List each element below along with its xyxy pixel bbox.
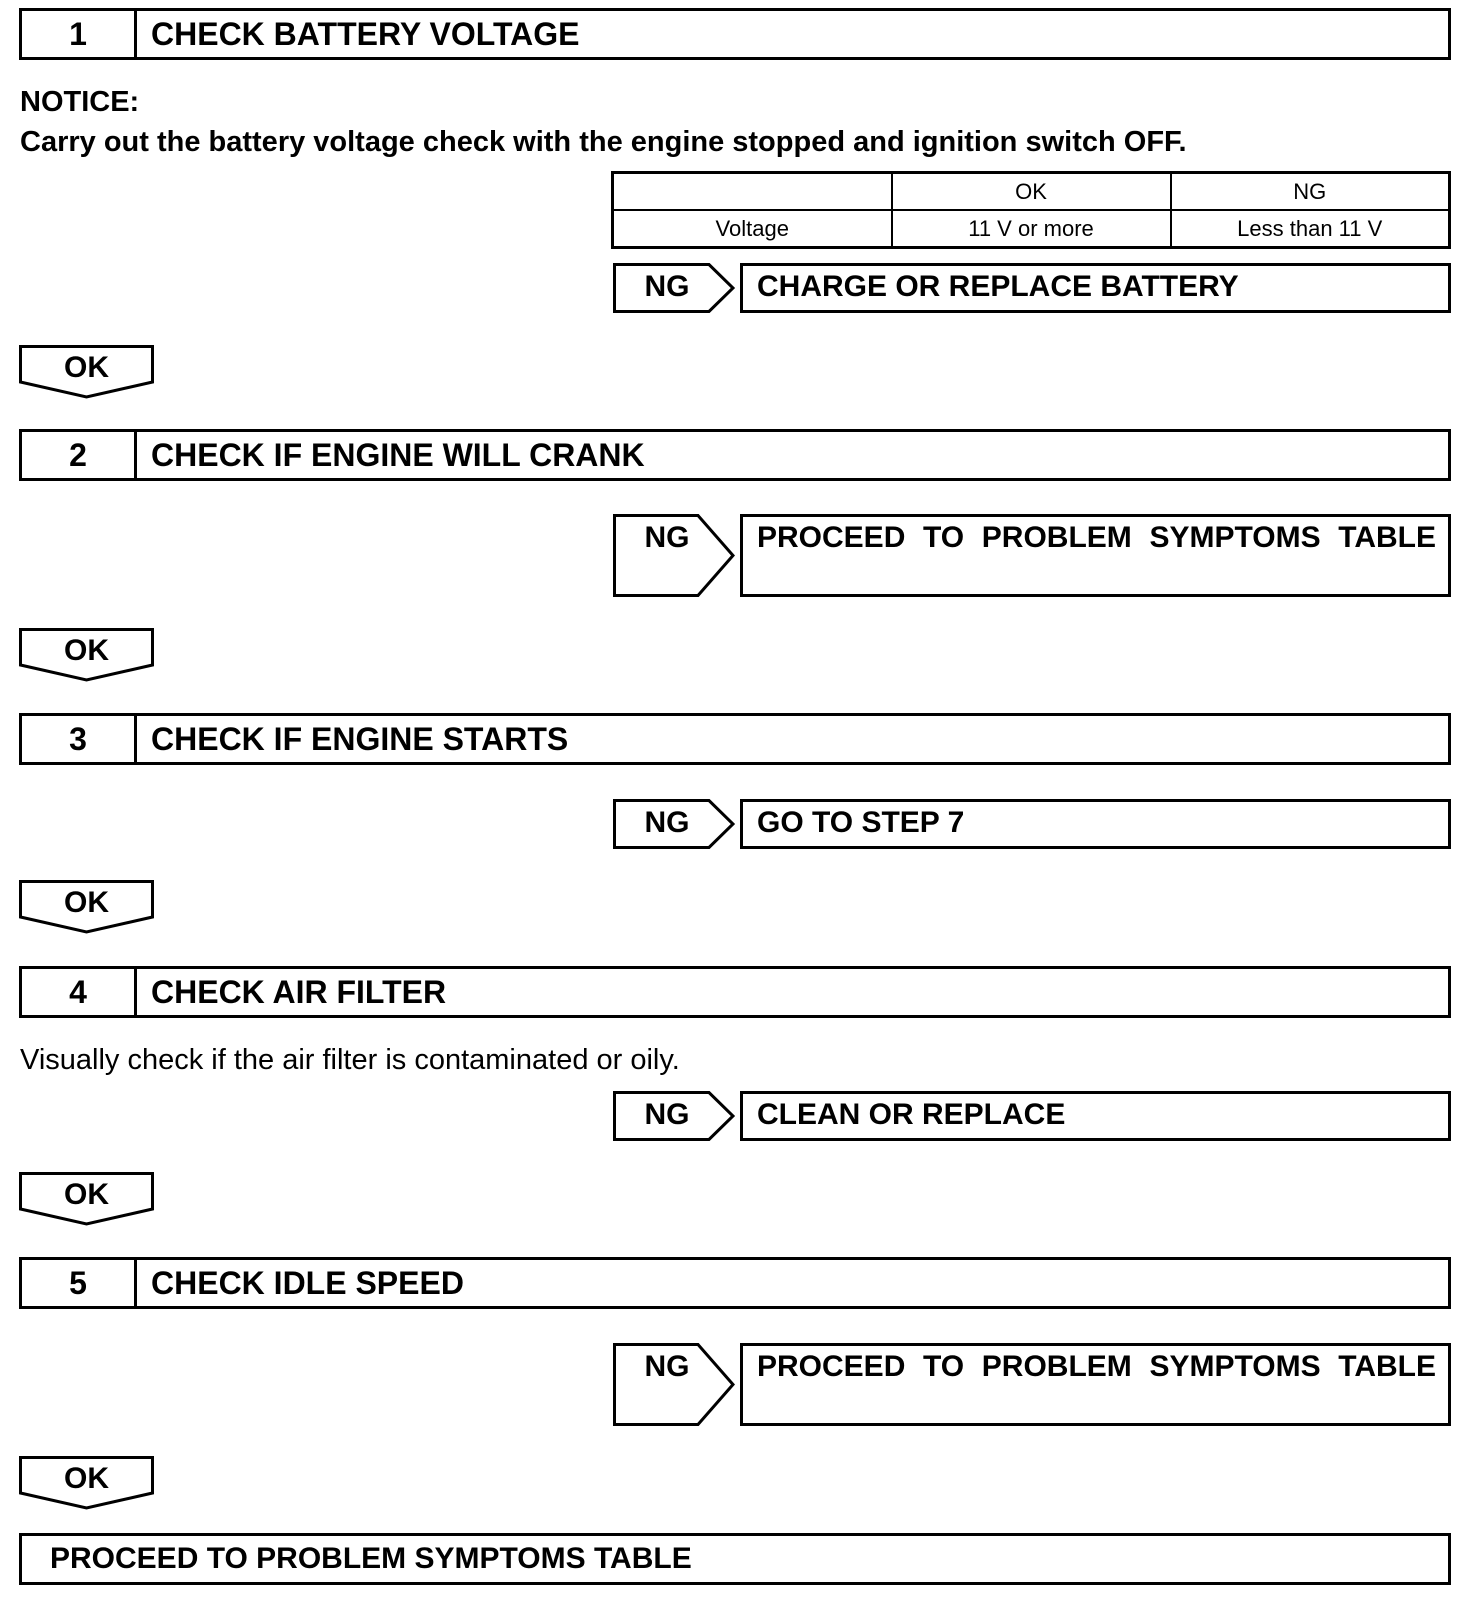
step-1-header xyxy=(19,8,1451,60)
step-2-header xyxy=(19,429,1451,481)
ng-result-box: CHARGE OR REPLACE BATTERY xyxy=(740,263,1451,313)
step-5-header xyxy=(19,1257,1451,1309)
step-number: 4 xyxy=(22,969,137,1015)
step-title: CHECK IF ENGINE STARTS xyxy=(151,720,569,757)
ok-label: OK xyxy=(64,634,109,667)
ok-label: OK xyxy=(64,351,109,384)
ok-label: OK xyxy=(64,1178,109,1211)
ng-result-box: PROCEED TO PROBLEM SYMPTOMS TABLE xyxy=(740,514,1451,597)
table-header-row xyxy=(613,173,1450,211)
ok-arrow xyxy=(19,345,154,399)
notice-heading: NOTICE: xyxy=(20,86,140,118)
voltage-spec-table xyxy=(611,171,1451,249)
ok-arrow xyxy=(19,1456,154,1510)
ok-arrow xyxy=(19,1172,154,1226)
table-cell: Less than 11 V xyxy=(1171,210,1450,248)
table-header-cell xyxy=(613,173,892,211)
ng-label: NG xyxy=(644,806,690,839)
ng-label: NG xyxy=(644,1350,690,1383)
table-cell: Voltage xyxy=(613,210,892,248)
step-title: CHECK BATTERY VOLTAGE xyxy=(151,15,580,52)
step-title: CHECK IF ENGINE WILL CRANK xyxy=(151,436,645,473)
step-number: 5 xyxy=(22,1260,137,1306)
ng-result-box: CLEAN OR REPLACE xyxy=(740,1091,1451,1141)
ng-label: NG xyxy=(644,1098,690,1131)
ng-result-box: PROCEED TO PROBLEM SYMPTOMS TABLE xyxy=(740,1343,1451,1426)
ng-arrow xyxy=(613,1091,735,1141)
table-row xyxy=(613,210,1450,248)
ok-label: OK xyxy=(64,886,109,919)
table-cell: 11 V or more xyxy=(892,210,1171,248)
step-title: CHECK AIR FILTER xyxy=(151,973,447,1010)
ok-arrow xyxy=(19,880,154,934)
ok-arrow xyxy=(19,628,154,682)
ng-label: NG xyxy=(644,270,690,303)
notice-text: Carry out the battery voltage check with the engine stopped and ignition switch OFF. xyxy=(20,126,1187,158)
step-4-instruction: Visually check if the air filter is contaminated or oily. xyxy=(20,1044,680,1076)
ng-arrow xyxy=(613,1343,735,1426)
ng-arrow xyxy=(613,799,735,849)
ng-arrow xyxy=(613,514,735,597)
step-4-header xyxy=(19,966,1451,1018)
step-number: 1 xyxy=(22,11,137,57)
step-number: 2 xyxy=(22,432,137,478)
final-result-box: PROCEED TO PROBLEM SYMPTOMS TABLE xyxy=(19,1533,1451,1585)
ng-arrow xyxy=(613,263,735,313)
step-3-header xyxy=(19,713,1451,765)
ok-label: OK xyxy=(64,1462,109,1495)
ng-label: NG xyxy=(644,521,690,554)
ng-result-box: GO TO STEP 7 xyxy=(740,799,1451,849)
step-number: 3 xyxy=(22,716,137,762)
table-header-cell: OK xyxy=(892,173,1171,211)
table-header-cell: NG xyxy=(1171,173,1450,211)
step-title: CHECK IDLE SPEED xyxy=(151,1264,464,1301)
